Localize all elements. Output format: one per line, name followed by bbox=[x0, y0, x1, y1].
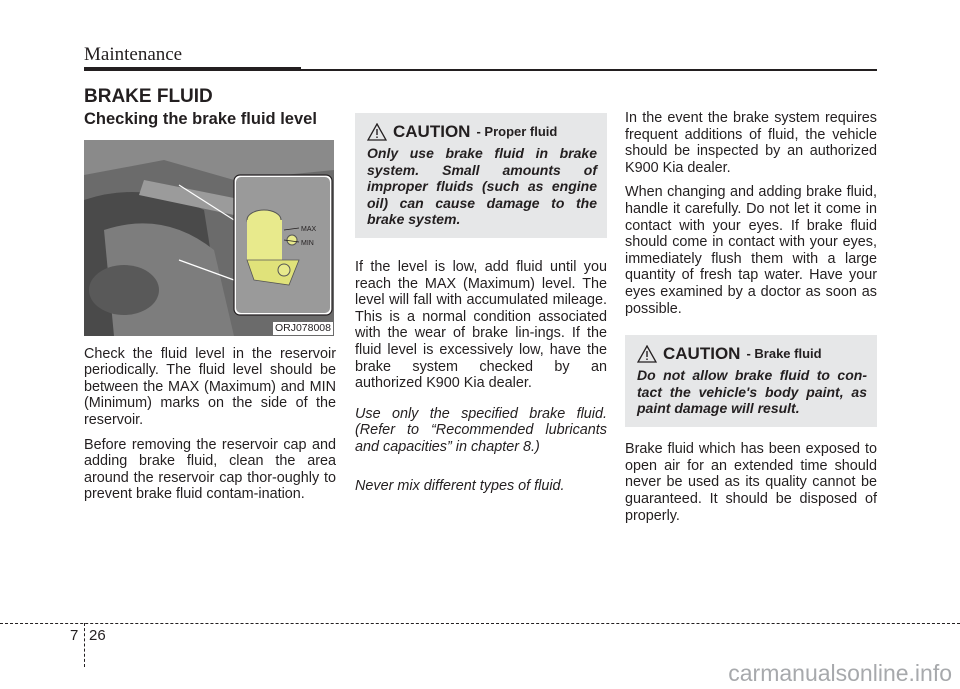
header-title: Maintenance bbox=[84, 44, 183, 65]
header-rule-dark bbox=[84, 67, 301, 71]
page-number: 26 bbox=[89, 627, 106, 644]
header-rule-thin bbox=[301, 69, 877, 71]
min-mark-label: MIN bbox=[301, 239, 314, 247]
column-right bbox=[625, 110, 877, 532]
paragraph: Check the fluid level in the reservoir periodically. The fluid level should be between the MAX (Maximum) and MIN (Minimum) marks on the side of the reservoir. bbox=[84, 345, 336, 428]
caution-text: Do not allow brake fluid to con-tact the vehicle's body paint, as paint damage will result. bbox=[637, 367, 867, 417]
warning-triangle-icon bbox=[637, 345, 657, 363]
paragraph: Brake fluid which has been exposed to open air for an extended time should never be used as its quality cannot be guaranteed. It should be disposed of properly. bbox=[625, 441, 877, 524]
watermark: carmanualsonline.info bbox=[728, 660, 952, 686]
paragraph: If the level is low, add fluid until you reach the MAX (Maximum) level. The level will fall with accumulated mileage. This is a normal condition associated with the wear of brake lin-ings. If the fluid level is excessively low, have the brake system checked by an authorized K900 Kia dealer. bbox=[355, 259, 607, 392]
caution-label: CAUTION bbox=[393, 121, 471, 141]
caution-box-proper-fluid bbox=[355, 113, 607, 238]
caution-text: Only use brake fluid in brake system. Small amounts of improper fluids (such as engine oil) can cause damage to the brake system. bbox=[367, 145, 597, 227]
note-never-mix: Never mix different types of fluid. bbox=[355, 477, 565, 494]
subsection-heading: Checking the brake fluid level bbox=[84, 110, 317, 128]
paragraph: In the event the brake system requires frequent additions of fluid, the vehicle should be inspected by an authorized K900 Kia dealer. bbox=[625, 110, 877, 176]
paragraph: When changing and adding brake fluid, handle it carefully. Do not let it come in contact with your eyes. If brake fluid should come in contact with your eyes, immediately flush them with a large quantity of fresh tap water. Have your eyes examined by a doctor as soon as possible. bbox=[625, 184, 877, 317]
engine-bay-figure bbox=[84, 140, 334, 336]
footer-dashed-rule bbox=[0, 623, 960, 624]
paragraph: Before removing the reservoir cap and adding brake fluid, clean the area around the reservoir cap thor-oughly to prevent brake fluid contam-ination. bbox=[84, 436, 336, 503]
caution-label: CAUTION bbox=[663, 343, 741, 363]
warning-triangle-icon bbox=[367, 123, 387, 141]
caution-subtitle: - Proper fluid bbox=[476, 123, 558, 139]
chapter-number: 7 bbox=[70, 627, 79, 644]
caution-box-brake-fluid bbox=[625, 335, 877, 427]
max-mark-label: MAX bbox=[301, 225, 317, 233]
column-middle bbox=[355, 113, 607, 502]
brake-reservoir-illustration bbox=[84, 140, 334, 336]
footer-divider bbox=[84, 623, 85, 667]
note-specified-fluid: Use only the specified brake fluid. (Refer to “Recommended lubricants and capacities” in chapter 8.) bbox=[355, 405, 607, 455]
column-left bbox=[84, 110, 336, 511]
section-title: BRAKE FLUID bbox=[84, 86, 213, 107]
figure-code: ORJ078008 bbox=[274, 321, 331, 334]
caution-subtitle: - Brake fluid bbox=[746, 345, 822, 361]
